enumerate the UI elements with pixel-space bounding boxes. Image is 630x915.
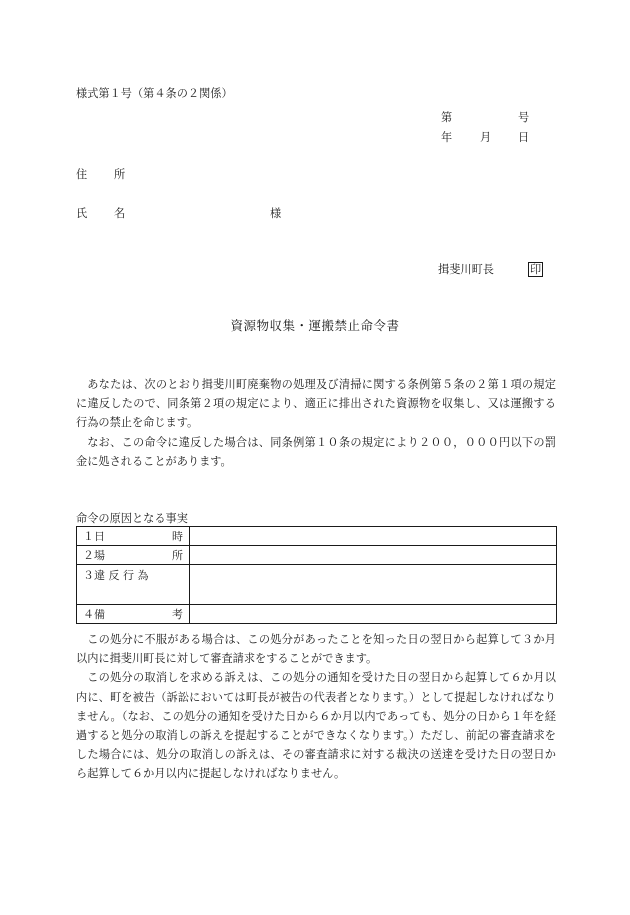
order-body — [76, 375, 556, 471]
address-label-1: 住 — [76, 168, 88, 181]
form-number: 様式第１号（第４条の２関係） — [76, 87, 233, 100]
date-month: 月 — [480, 131, 492, 144]
notice-paragraph: この処分の取消しを求める訴えは、この処分の通知を受けた日の翌日から起算して６か月以内に、町を被告（訴訟においては町長が被告の代表者となります。）として提起しなければなりません。（なお、この処分の通知を受けた日から６か月以内であっても、処分の日から１年を経過すると処分の取消しの訴えを提起することができなくなります。）ただし、前記の審査請求をした場合には、処分の取消しの訴えは、その審査請求に対する裁決の送達を受けた日の翌日から起算して６か月以内に提起しなければなりません。 — [76, 671, 556, 781]
issuer: 揖斐川町長 — [438, 263, 494, 276]
facts-table — [76, 526, 557, 624]
order-paragraph: あなたは、次のとおり揖斐川町廃棄物の処理及び清掃に関する条例第５条の２第１項の規定に違反したので、同条第２項の規定により、適正に排出された資源物を収集し、又は運搬する行為の禁止を命じます。 — [76, 378, 556, 430]
facts-label-date: １日 時 — [77, 527, 190, 546]
facts-value-date[interactable] — [190, 527, 557, 546]
facts-value-place[interactable] — [190, 546, 557, 565]
facts-row-remarks — [77, 605, 557, 624]
facts-label-place: ２場 所 — [77, 546, 190, 565]
address-label-2: 所 — [114, 168, 126, 181]
facts-value-remarks[interactable] — [190, 605, 557, 624]
facts-row-violation — [77, 565, 557, 605]
facts-heading: 命令の原因となる事実 — [76, 512, 188, 525]
facts-row-place — [77, 546, 557, 565]
facts-row-date — [77, 527, 557, 546]
doc-number-prefix: 第 — [441, 111, 453, 124]
facts-label-remarks: ４備 考 — [77, 605, 190, 624]
date-day: 日 — [518, 131, 530, 144]
date-year: 年 — [441, 131, 453, 144]
order-paragraph: なお、この命令に違反した場合は、同条例第１０条の規定により２００，０００円以下の罰金に処されることがあります。 — [76, 435, 556, 468]
notice-paragraph: この処分に不服がある場合は、この処分があったことを知った日の翌日から起算して３か月以内に揖斐川町長に対して審査請求をすることができます。 — [76, 633, 556, 666]
name-label-2: 名 — [114, 207, 126, 220]
name-label-1: 氏 — [76, 207, 88, 220]
document-title: 資源物収集・運搬禁止命令書 — [230, 318, 400, 333]
doc-number-suffix: 号 — [518, 111, 530, 124]
facts-label-violation: ３違 反 行 為 — [77, 565, 190, 605]
appeal-notice — [76, 630, 556, 784]
honorific-sama: 様 — [270, 207, 282, 220]
seal-box: 印 — [530, 263, 542, 276]
facts-value-violation[interactable] — [190, 565, 557, 605]
